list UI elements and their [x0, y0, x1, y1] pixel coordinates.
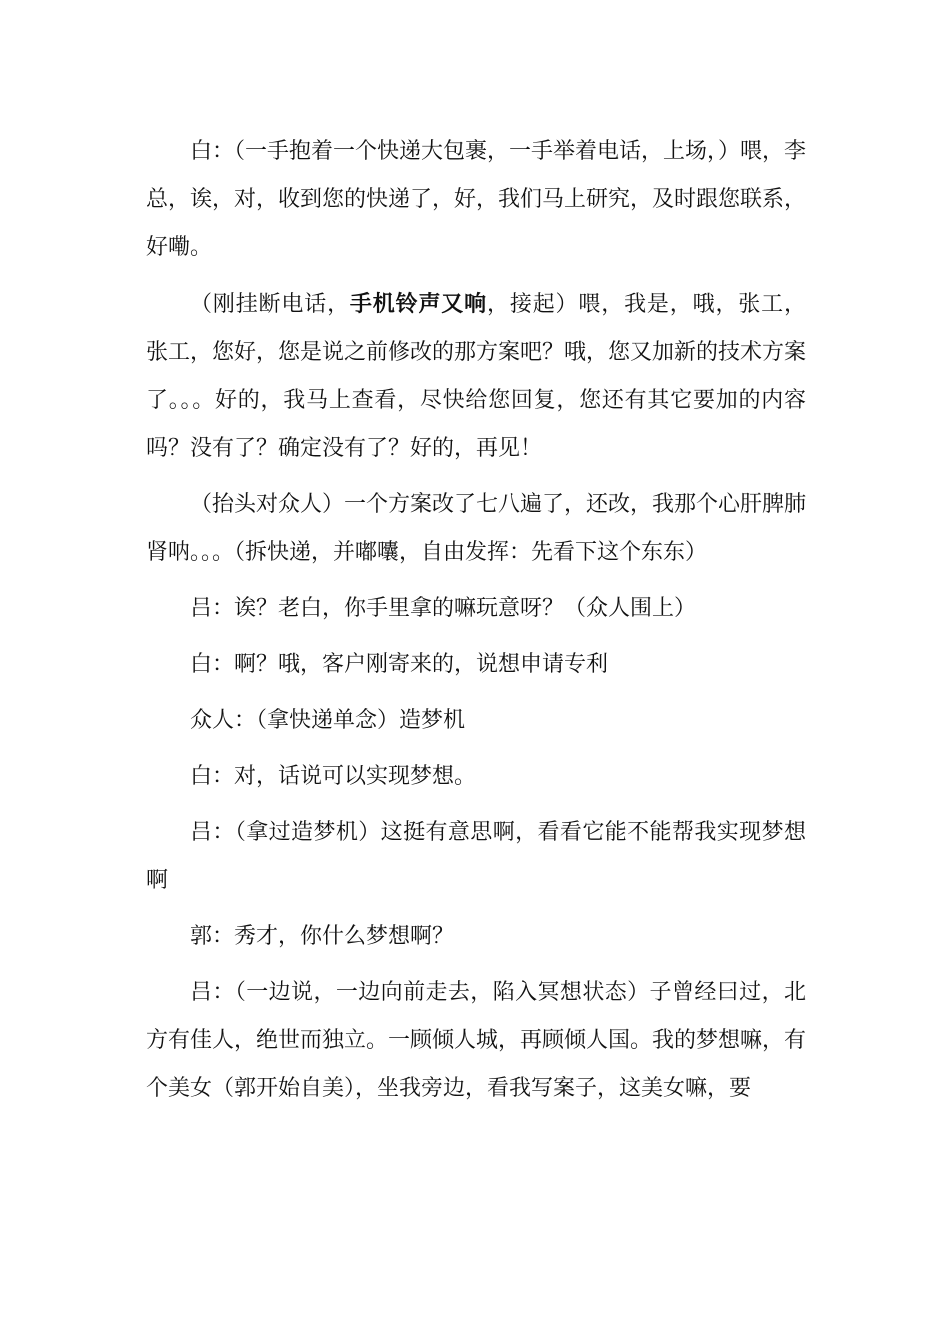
paragraph-7: 白：对，话说可以实现梦想。 [190, 764, 477, 789]
paragraph-8: 吕：（拿过造梦机）这挺有意思啊，看看它能不能帮我实现梦想啊 [146, 820, 806, 893]
paragraph-1: 白：（一手抱着一个快递大包裹，一手举着电话，上场，）喂，李总，诶，对，收到您的快递了，好，我们马上研究，及时跟您联系，好嘞。 [146, 139, 807, 260]
paragraph-6: 众人：（拿快递单念）造梦机 [190, 708, 466, 733]
paragraph-10: 吕：（一边说，一边向前走去，陷入冥想状态）子曾经曰过，北方有佳人，绝世而独立。一顾倾人城，再顾倾人国。我的梦想嘛，有个美女（郭开始自美），坐我旁边，看我写案子，这美女嘛，要 [146, 980, 807, 1101]
paragraph-2-after: ，接起）喂，我是，哦，张工，张工，您好，您是说之前修改的那方案吧？哦，您又加新的技术方案了。。。好的，我马上查看，尽快给您回复，您还有其它要加的内容吗？没有了？确定没有了？好的，再见！ [146, 292, 807, 461]
paragraph-2-bold: 手机铃声又响 [349, 291, 487, 317]
paragraph-4: 吕：诶？老白，你手里拿的嘛玩意呀？（众人围上） [190, 596, 697, 621]
paragraph-2-before: （刚挂断电话， [190, 292, 350, 317]
paragraph-9: 郭：秀才，你什么梦想啊？ [190, 924, 455, 949]
paragraph-3: （抬头对众人）一个方案改了七八遍了，还改，我那个心肝脾肺肾呐。。。（拆快递，并嘟囔，自由发挥：先看下这个东东） [146, 492, 807, 565]
paragraph-2 [146, 280, 806, 473]
paragraph-5: 白：啊？哦，客户刚寄来的，说想申请专利 [190, 652, 609, 677]
script-text [146, 128, 806, 1121]
